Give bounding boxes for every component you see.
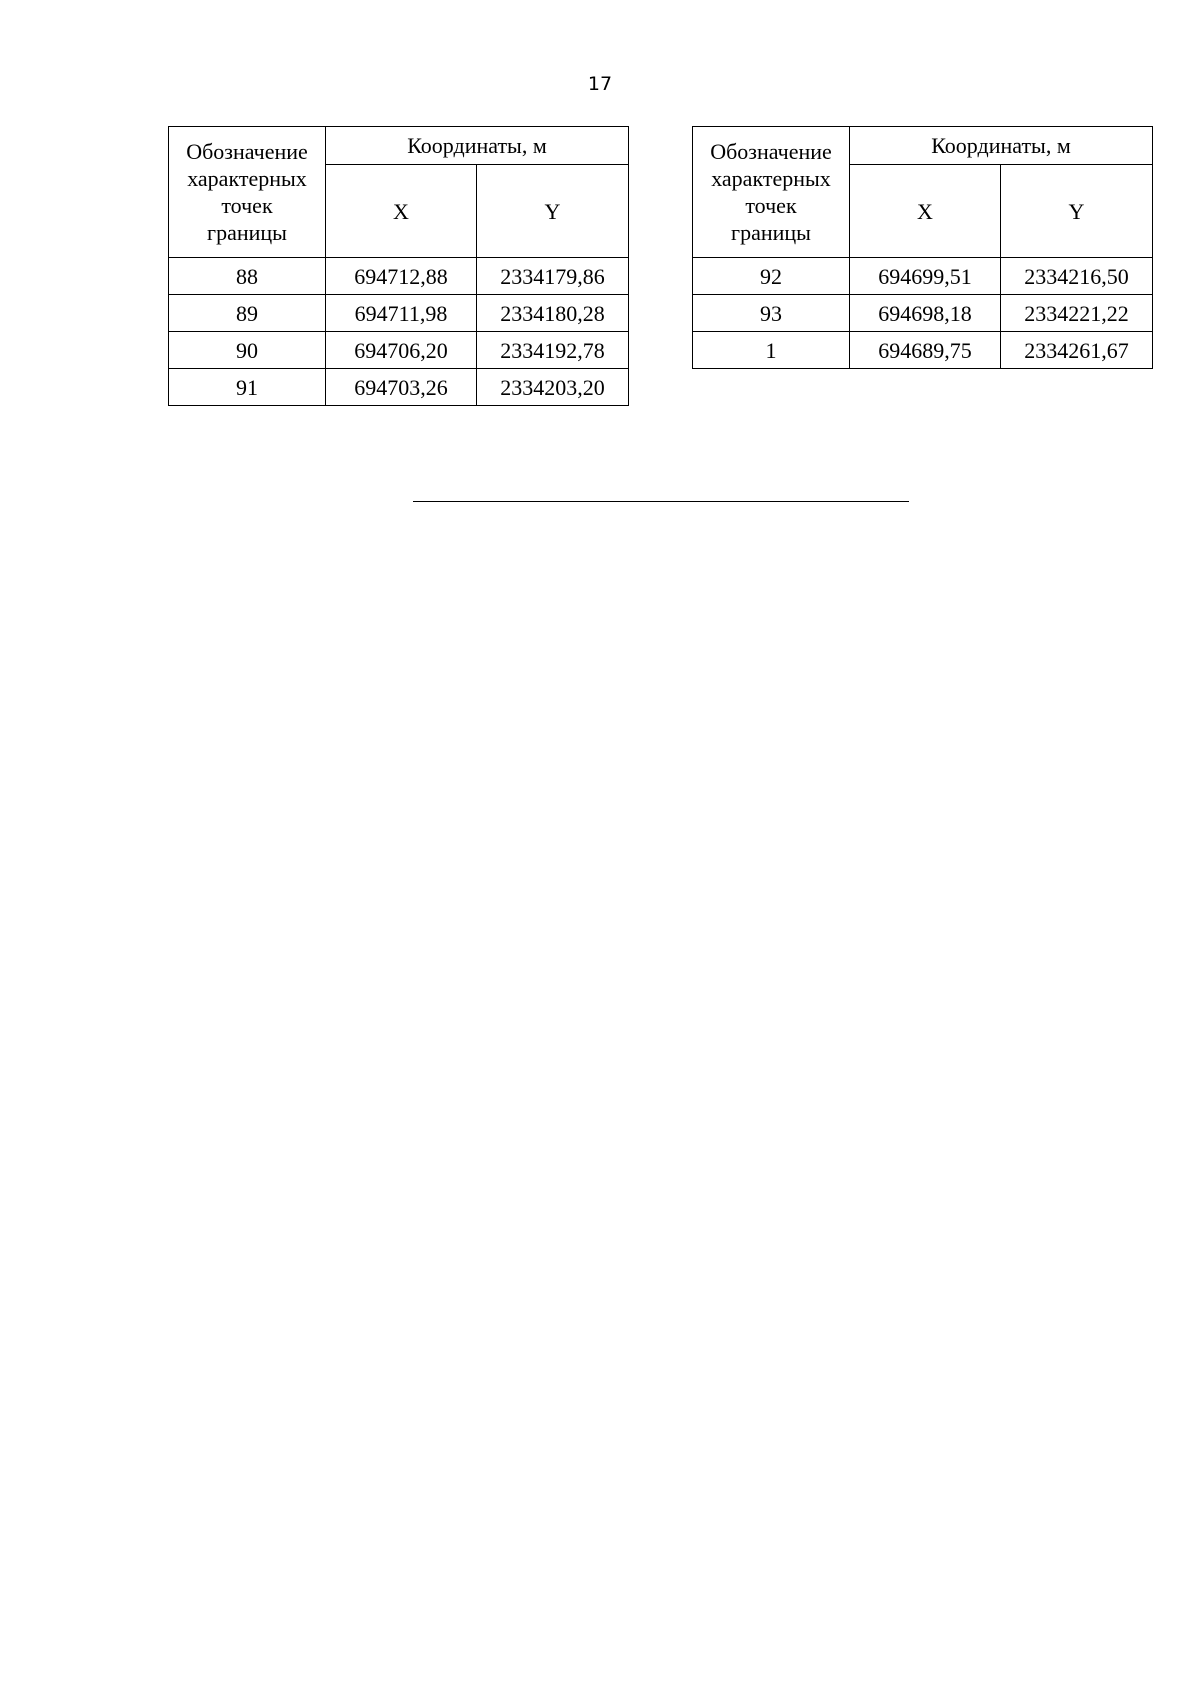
y-cell: 2334261,67 <box>1001 332 1153 369</box>
coordinates-group-header: Координаты, м <box>326 127 629 165</box>
y-column-header: Y <box>477 165 629 258</box>
coordinates-table-right <box>692 126 1153 369</box>
y-cell: 2334179,86 <box>477 258 629 295</box>
y-cell: 2334192,78 <box>477 332 629 369</box>
point-label-header-line: характерных <box>187 166 307 191</box>
table-row <box>169 369 629 406</box>
table-row <box>693 332 1153 369</box>
y-cell: 2334216,50 <box>1001 258 1153 295</box>
x-cell: 694698,18 <box>850 295 1001 332</box>
y-cell: 2334203,20 <box>477 369 629 406</box>
point-label-header <box>693 127 850 258</box>
x-cell: 694712,88 <box>326 258 477 295</box>
point-label-header-line: характерных <box>711 166 831 191</box>
point-cell: 90 <box>169 332 326 369</box>
point-cell: 92 <box>693 258 850 295</box>
y-cell: 2334180,28 <box>477 295 629 332</box>
table-row <box>169 332 629 369</box>
x-cell: 694699,51 <box>850 258 1001 295</box>
point-label-header-line: границы <box>731 220 811 245</box>
table-row <box>169 258 629 295</box>
end-separator-line <box>413 501 909 502</box>
point-label-header-line: точек <box>745 193 797 218</box>
table-row <box>693 295 1153 332</box>
x-cell: 694689,75 <box>850 332 1001 369</box>
y-column-header: Y <box>1001 165 1153 258</box>
table-row <box>169 295 629 332</box>
point-label-header-line: Обозначение <box>710 139 832 164</box>
point-cell: 88 <box>169 258 326 295</box>
point-label-header-line: Обозначение <box>186 139 308 164</box>
table-row <box>693 258 1153 295</box>
point-cell: 93 <box>693 295 850 332</box>
point-cell: 91 <box>169 369 326 406</box>
x-column-header: X <box>326 165 477 258</box>
point-cell: 1 <box>693 332 850 369</box>
point-label-header <box>169 127 326 258</box>
point-label-header-line: границы <box>207 220 287 245</box>
point-cell: 89 <box>169 295 326 332</box>
coordinates-group-header: Координаты, м <box>850 127 1153 165</box>
page-number: 17 <box>587 73 613 95</box>
coordinates-table-left <box>168 126 629 406</box>
x-cell: 694703,26 <box>326 369 477 406</box>
x-column-header: X <box>850 165 1001 258</box>
x-cell: 694711,98 <box>326 295 477 332</box>
y-cell: 2334221,22 <box>1001 295 1153 332</box>
x-cell: 694706,20 <box>326 332 477 369</box>
point-label-header-line: точек <box>221 193 273 218</box>
